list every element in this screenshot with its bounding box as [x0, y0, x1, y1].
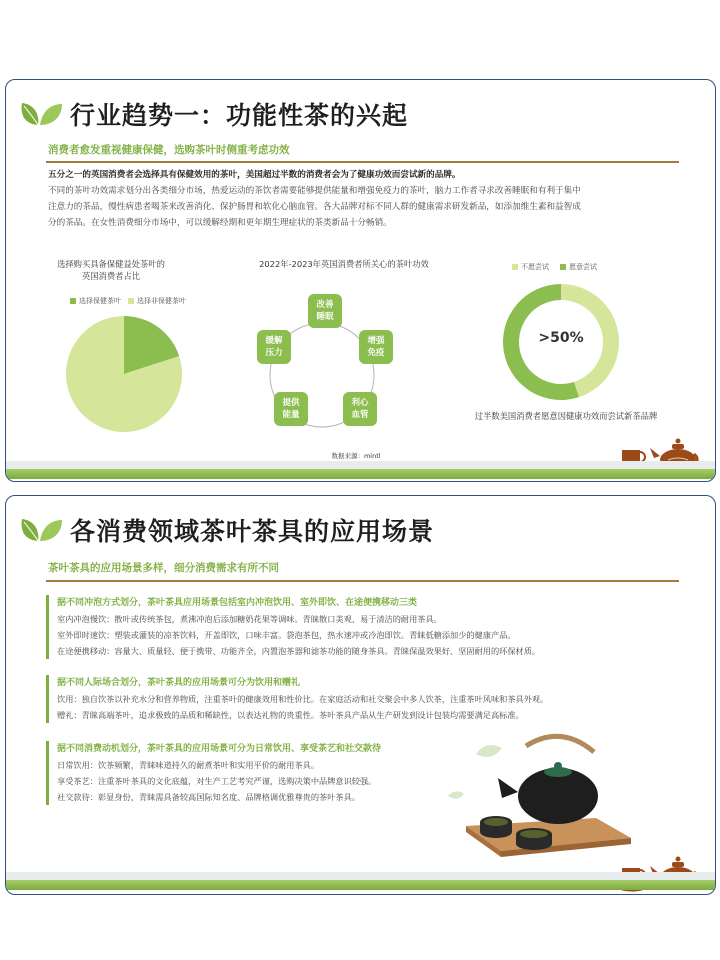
section-brewing [46, 595, 541, 659]
legend-swatch [512, 264, 518, 270]
pie-caption [56, 258, 166, 282]
section-heading: 据不同人际场合划分，茶叶茶具的应用场景可分为饮用和赠礼 [57, 678, 301, 688]
legend-swatch [70, 298, 76, 304]
section-line: 饮用：独自饮茶以补充水分和营养物质，注重茶叶的健康效用和性价比。在家庭活动和社交聚会中多人饮茶，注重茶叶风味和茶具外观。 [57, 694, 549, 704]
section-subtitle: 茶叶茶具的应用场景多样，细分消费需求有所不同 [48, 562, 279, 574]
body-line: 分的茶品。在女性消费细分市场中，可以缓解经期和更年期生理症状的茶类新品十分畅销。 [48, 218, 392, 228]
section-line: 享受茶艺：注重茶叶茶具的文化底蕴，对生产工艺考究严谨，选购决策中品牌意识较强。 [57, 776, 377, 786]
section-heading: 据不同冲泡方式划分，茶叶茶具应用场景包括室内冲泡饮用、室外即饮、在途便携移动三类 [57, 598, 418, 608]
section-line: 社交款待：彰显身份，青睐需具备较高国际知名度、品牌格调优雅尊贵的茶叶茶具。 [57, 792, 360, 802]
section-motivation [46, 741, 478, 805]
donut-caption: 过半数美国消费者愿意因健康功效而尝试新茶品牌 [474, 411, 658, 421]
data-source: 数据来源：mintl [331, 452, 381, 460]
footer-strip [6, 461, 715, 469]
page-title: 各消费领域茶叶茶具的应用场景 [70, 517, 435, 546]
pie-legend [70, 296, 186, 306]
divider [46, 580, 679, 582]
section-line: 赠礼：青睐高端茶叶，追求极致的品质和稀缺性，以表达礼物的贵重性。茶叶茶具产品从生产研发到设计包装均需要满足高标准。 [57, 710, 524, 720]
pie-chart [64, 314, 184, 434]
legend-label: 选择保健茶叶 [79, 297, 121, 305]
legend-label: 不愿尝试 [521, 263, 549, 271]
tea-set-illustration [446, 726, 636, 866]
cycle-title: 2022年-2023年英国消费者所关心的茶叶功效 [259, 259, 429, 269]
cycle-node-cardio: 利心 血管 [343, 392, 377, 426]
section-occasion [46, 675, 549, 723]
cycle-node-sleep: 改善 睡眠 [308, 294, 342, 328]
footer-bar [6, 469, 715, 479]
cycle-node-energy: 提供 能量 [274, 392, 308, 426]
body-line: 注意力的茶品，慢性病患者喝茶来改善消化、保护肠胃和软化心脑血管。各大品牌对标不同人群的健康需求研发新品，如添加维生素和益智成 [48, 202, 581, 212]
page-title: 行业趋势一：功能性茶的兴起 [70, 101, 409, 130]
section-line: 室内冲泡慢饮：散叶或传统茶包，煮沸冲泡后添加糖奶花果等调味。青睐散口美观、易于清洁的耐用茶具。 [57, 614, 442, 624]
donut-legend [512, 262, 597, 272]
pie-caption-line: 英国消费者占比 [81, 271, 141, 281]
legend-swatch [128, 298, 134, 304]
pie-caption-line: 选择购买具备保健益处茶叶的 [57, 259, 165, 269]
divider [46, 161, 679, 163]
section-heading: 据不同消费动机划分，茶叶茶具的应用场景可分为日常饮用、享受茶艺和社交款待 [57, 744, 382, 754]
footer-strip [6, 872, 715, 880]
legend-label: 愿意尝试 [569, 263, 597, 271]
section-subtitle: 消费者愈发重视健康保健，选购茶叶时侧重考虑功效 [48, 144, 290, 156]
cycle-node-stress: 缓解 压力 [257, 330, 291, 364]
donut-center-label: >50% [538, 330, 584, 346]
legend-swatch [560, 264, 566, 270]
slide-application-scenarios [5, 495, 716, 895]
section-line: 日常饮用：饮茶频繁，青睐味道持久的耐煮茶叶和实用平价的耐用茶具。 [57, 760, 320, 770]
leaf-logo-icon [16, 94, 64, 128]
body-line: 不同的茶叶功效需求划分出各类细分市场，热爱运动的茶饮者需要能够提供能量和增强免疫力的茶叶，脑力工作者寻求改善睡眠和有利于集中 [48, 186, 581, 196]
section-line: 在途便携移动：容量大、质量轻、便于携带、功能齐全，内置泡茶器和滤茶功能的随身茶具。青睐保温效果好、坚固耐用的环保材质。 [57, 646, 541, 656]
legend-label: 选择非保健茶叶 [137, 297, 186, 305]
lead-sentence: 五分之一的英国消费者会选择具有保健效用的茶叶，美国超过半数的消费者会为了健康功效而尝试新的品牌。 [48, 170, 461, 180]
section-line: 室外即时速饮：塑装或灌装的凉茶饮料，开盖即饮，口味丰富。袋泡茶包，热水速冲或冷泡即饮。青睐低糖添加少的健康产品。 [57, 630, 516, 640]
leaf-logo-icon [16, 510, 64, 544]
slide-functional-tea [5, 79, 716, 482]
footer-bar [6, 880, 715, 890]
cycle-node-immunity: 增强 免疫 [359, 330, 393, 364]
intro-paragraph [48, 167, 678, 231]
